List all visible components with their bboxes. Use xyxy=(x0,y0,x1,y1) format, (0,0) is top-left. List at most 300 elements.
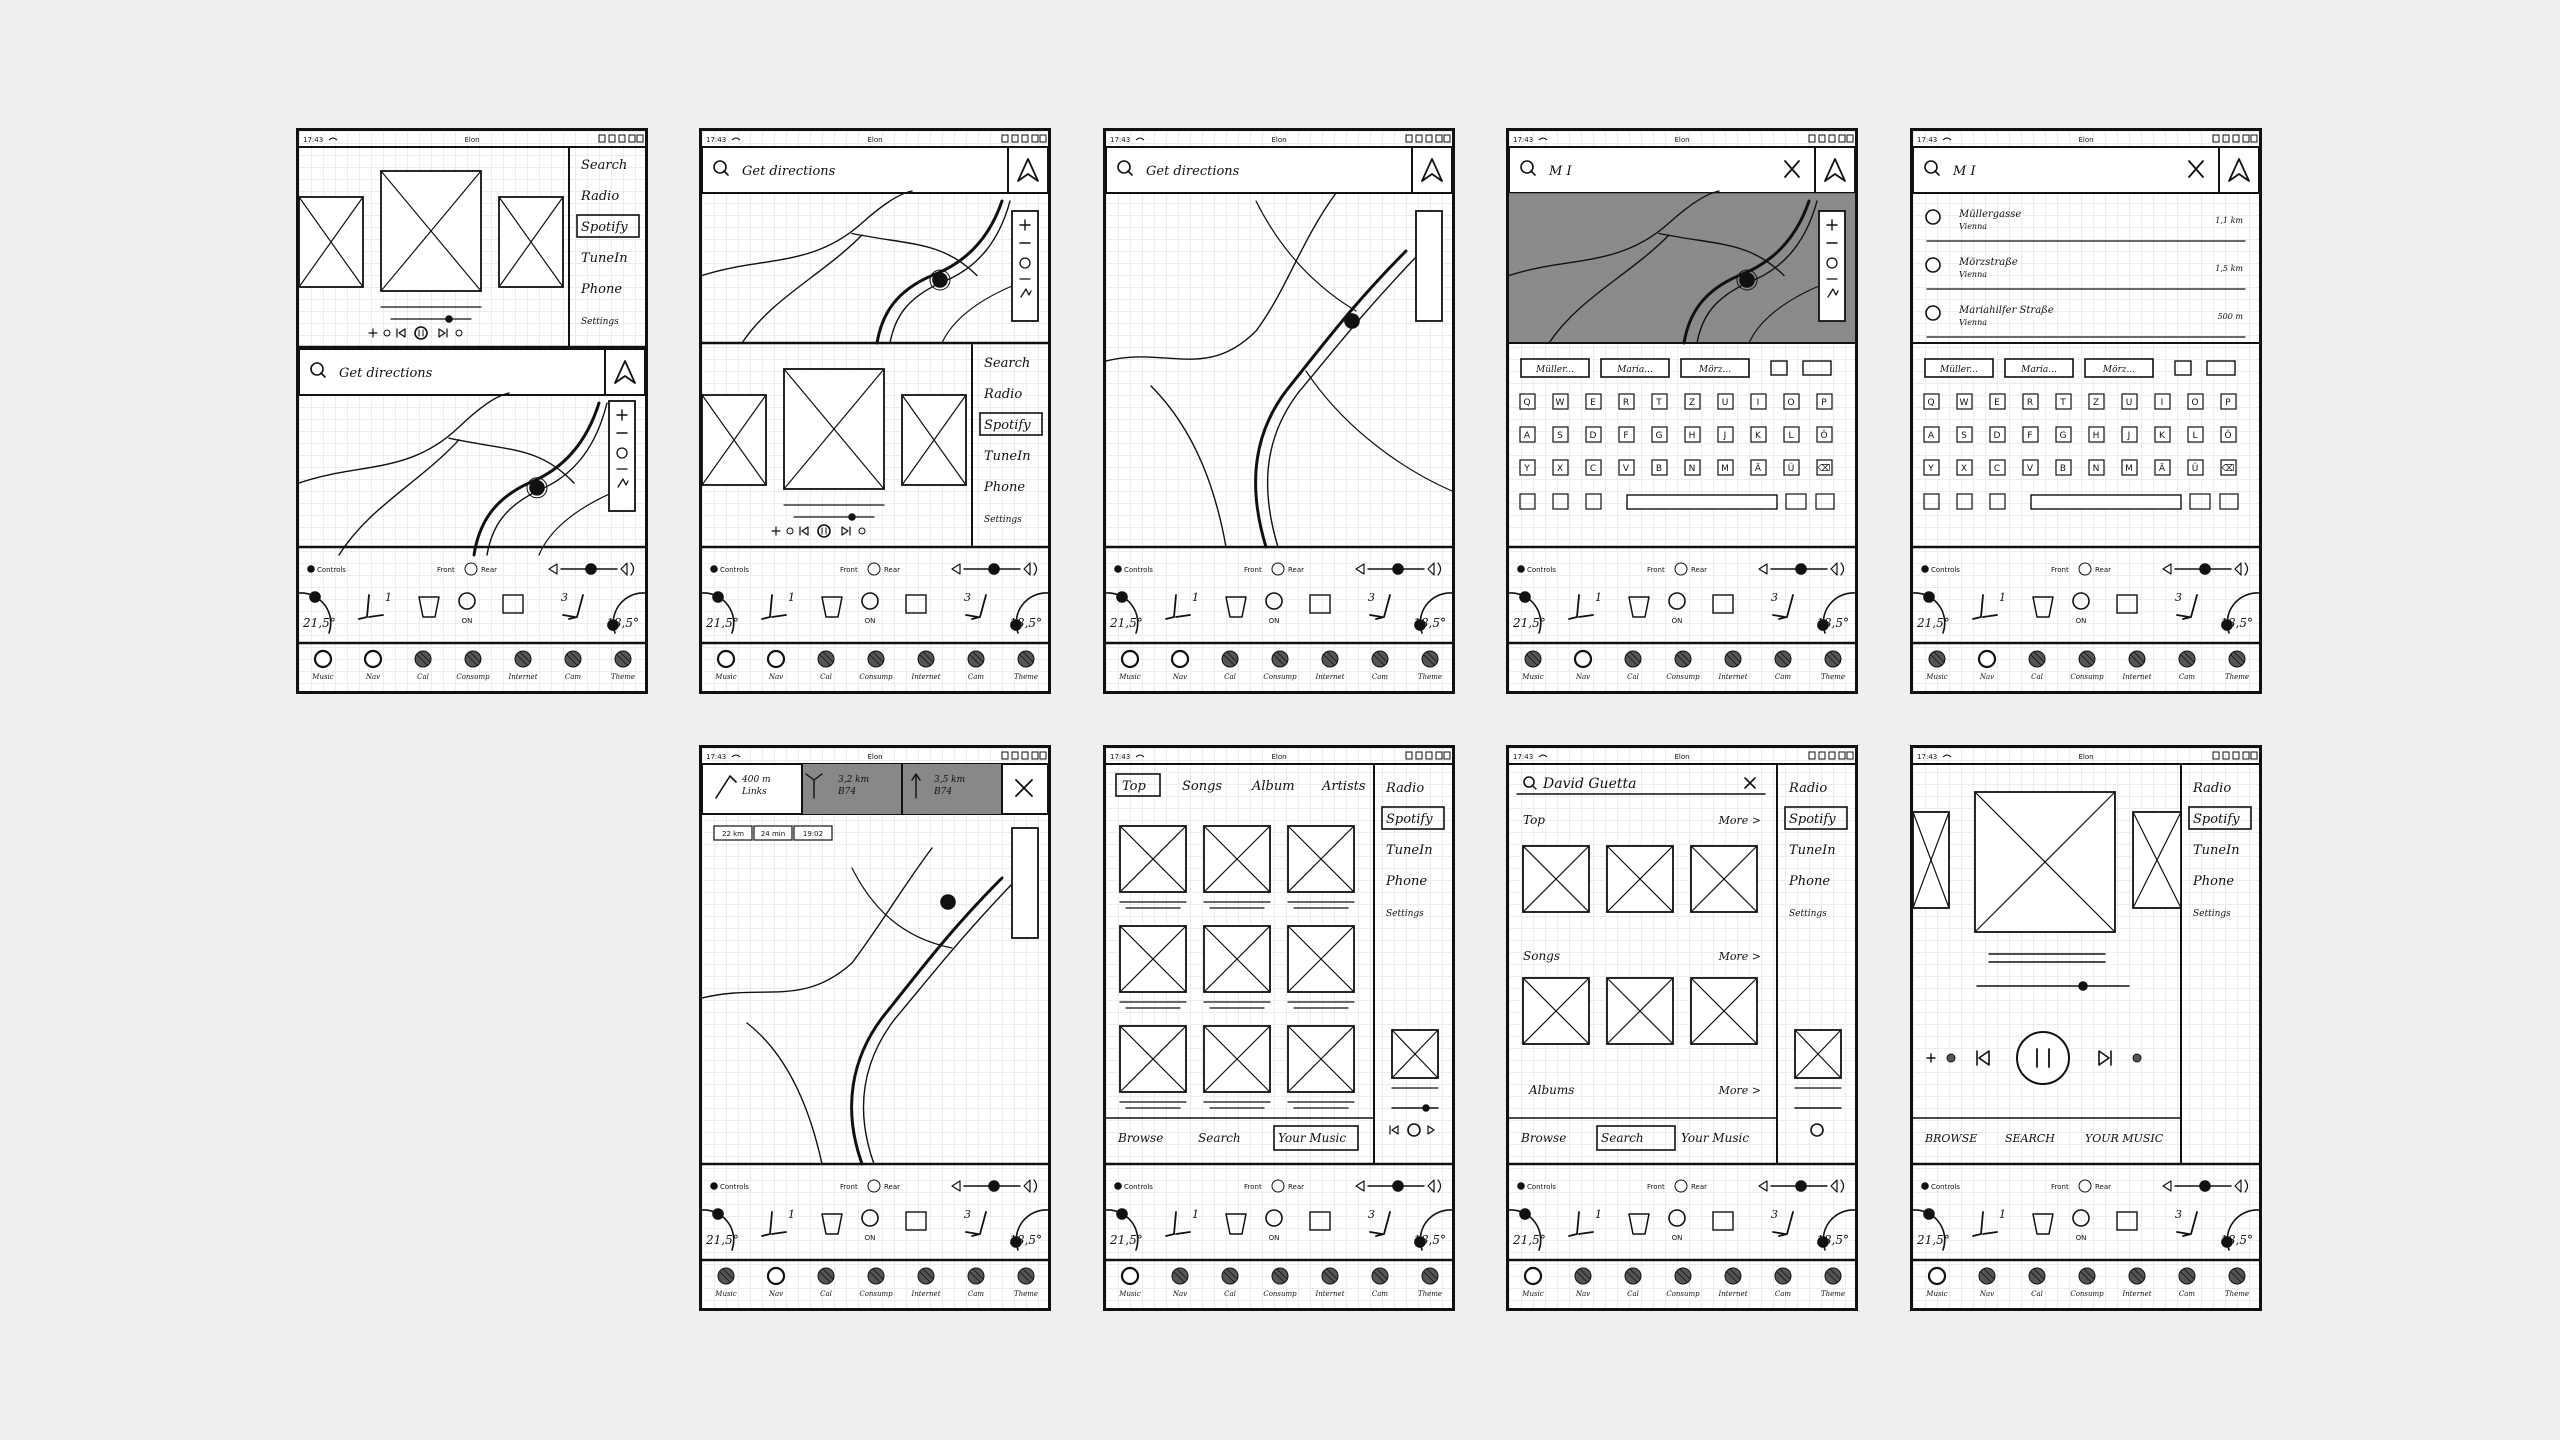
next-icon xyxy=(842,527,850,535)
location-icon xyxy=(629,135,635,142)
pause-icon xyxy=(419,330,423,336)
vehicle-marker xyxy=(1740,273,1754,287)
screen-1-sketch xyxy=(299,131,645,691)
rear-label: Rear xyxy=(2095,566,2112,574)
nav-icon-cal xyxy=(1222,1268,1238,1284)
vehicle-marker xyxy=(941,895,955,909)
controls-label: Controls xyxy=(1527,566,1556,574)
seat-heat-left-icon xyxy=(359,595,383,619)
nav-icon-consump xyxy=(868,651,884,667)
volume-down-icon xyxy=(2163,1181,2171,1191)
zoom-controls xyxy=(1012,828,1038,938)
key-label: C xyxy=(1993,464,2001,474)
key-mic xyxy=(1990,494,2005,509)
status-time: 17:43 xyxy=(706,753,727,761)
key-label: O xyxy=(2191,398,2199,408)
play-pause-button xyxy=(2017,1032,2069,1084)
nav-icon-consump xyxy=(2079,651,2095,667)
nav-icon-cal xyxy=(818,1268,834,1284)
nav-icon-music xyxy=(1929,1268,1945,1284)
key-label: X xyxy=(1556,464,1564,474)
nav-icon-music xyxy=(1525,1268,1541,1284)
suggestion-chip-label: Maria... xyxy=(2021,365,2057,375)
screen-5-sketch xyxy=(1913,131,2259,691)
key-label: I xyxy=(2160,398,2164,408)
controls-label: Controls xyxy=(720,1183,749,1191)
signal-icon xyxy=(1012,752,1018,759)
source-item-settings: Settings xyxy=(1789,909,1827,919)
controls-dot xyxy=(711,566,717,572)
delete-key xyxy=(1803,361,1831,375)
defrost-rear-icon xyxy=(2117,1212,2137,1230)
wireframe-screen-4 xyxy=(1506,128,1858,694)
nav-icon-cal xyxy=(1625,651,1641,667)
key-label: C xyxy=(1589,464,1597,474)
map-road xyxy=(1106,193,1336,361)
nav-label-nav: Nav xyxy=(365,673,381,681)
cast-icon xyxy=(2133,1054,2141,1062)
bluetooth-icon xyxy=(1406,752,1412,759)
temp-right-value: 18,5° xyxy=(2220,616,2253,630)
bluetooth-icon xyxy=(1809,135,1815,142)
more-link: More > xyxy=(1718,814,1761,827)
temp-left-value: 21,5° xyxy=(1917,616,1950,630)
volume-knob xyxy=(1393,1181,1403,1191)
power-label: ON xyxy=(864,1234,876,1242)
nav-icon-internet xyxy=(918,1268,934,1284)
volume-up-icon xyxy=(1831,563,1844,575)
seat-heat-left-icon xyxy=(762,595,786,619)
signal-icon xyxy=(609,135,615,142)
key-label: S xyxy=(1557,431,1563,441)
suggestion-name: Mariahilfer Straße xyxy=(1959,305,2054,316)
key-label: J xyxy=(2127,431,2131,441)
temp-knob-left xyxy=(1924,592,1934,602)
gear-icon xyxy=(619,135,625,142)
defrost-rear-icon xyxy=(906,595,926,613)
temp-knob-left xyxy=(1520,592,1530,602)
status-time: 17:43 xyxy=(706,136,727,144)
map-route xyxy=(474,403,599,555)
key-label: T xyxy=(2060,398,2066,408)
fan-icon xyxy=(1272,563,1284,575)
location-icon xyxy=(1839,752,1845,759)
chip-icon xyxy=(2175,361,2191,375)
suggestion-distance: 1,1 km xyxy=(2215,216,2243,225)
spotify-tab-artists: Artists xyxy=(1322,779,1366,794)
nav-label-internet: Internet xyxy=(911,1290,941,1298)
nav-icon-cam xyxy=(968,651,984,667)
status-time: 17:43 xyxy=(1917,136,1938,144)
nav-icon-nav xyxy=(365,651,381,667)
suggestion-chip-label: Mörz... xyxy=(1698,365,1732,375)
key-label: R xyxy=(1622,398,1630,408)
prev-icon xyxy=(800,527,808,535)
temp-right-value: 18,5° xyxy=(1816,616,1849,630)
map-road xyxy=(702,191,912,276)
defrost-rear-icon xyxy=(503,595,523,613)
status-user: Elon xyxy=(464,136,480,144)
defrost-rear-icon xyxy=(906,1212,926,1230)
front-label: Front xyxy=(1647,566,1665,574)
source-item-spotify: Spotify xyxy=(984,418,1031,433)
progress-knob xyxy=(1423,1105,1429,1111)
location-icon xyxy=(1032,752,1038,759)
gear-icon xyxy=(1022,752,1028,759)
gear-icon xyxy=(1829,135,1835,142)
spotify-tab-album: Album xyxy=(1252,779,1295,794)
nav-label-internet: Internet xyxy=(508,673,538,681)
bluetooth-icon xyxy=(1809,752,1815,759)
wifi-icon xyxy=(1136,755,1144,757)
source-item-radio: Radio xyxy=(1386,781,1425,796)
key-label: Q xyxy=(1927,398,1935,408)
key-label: A xyxy=(1927,431,1935,441)
key-label: P xyxy=(1821,398,1827,408)
volume-down-icon xyxy=(952,1181,960,1191)
step1-distance: 400 m xyxy=(742,775,771,785)
key-label: Y xyxy=(1928,464,1934,474)
zoom-controls xyxy=(1416,211,1442,321)
key-label: Y xyxy=(1524,464,1530,474)
controls-dot xyxy=(1518,1183,1524,1189)
key-label: U xyxy=(2125,398,2133,408)
vehicle-marker xyxy=(530,481,544,495)
seat-heat-left-icon xyxy=(1973,1212,1997,1236)
seat-level: 3 xyxy=(964,591,971,604)
fan-icon xyxy=(1272,1180,1284,1192)
bluetooth-icon xyxy=(2213,752,2219,759)
wifi-icon xyxy=(1943,755,1951,757)
source-item-spotify: Spotify xyxy=(2193,812,2240,827)
controls-dot xyxy=(308,566,314,572)
nav-label-music: Music xyxy=(312,673,334,681)
defrost-front-icon xyxy=(2033,1214,2053,1234)
search-icon-handle xyxy=(1533,786,1536,789)
location-icon xyxy=(1436,135,1442,142)
source-item-phone: Phone xyxy=(1789,874,1831,889)
controls-label: Controls xyxy=(1124,566,1153,574)
nav-icon-music xyxy=(718,651,734,667)
source-item-tunein: TuneIn xyxy=(1386,843,1433,858)
search-icon xyxy=(1524,777,1534,787)
nav-label-nav: Nav xyxy=(1172,673,1188,681)
add-icon xyxy=(772,527,780,535)
nav-label-theme: Theme xyxy=(1417,673,1443,681)
nav-icon-cam xyxy=(2179,651,2195,667)
map-road xyxy=(1256,201,1356,311)
source-item-search: Search xyxy=(581,158,628,173)
battery-icon xyxy=(1040,135,1046,142)
rear-label: Rear xyxy=(1691,1183,1708,1191)
nav-label-cam: Cam xyxy=(967,673,985,681)
nav-icon-cam xyxy=(2179,1268,2195,1284)
volume-up-icon xyxy=(2235,1180,2248,1192)
map-road xyxy=(942,286,1012,343)
controls-label: Controls xyxy=(1527,1183,1556,1191)
power-icon xyxy=(2073,1210,2089,1226)
nav-label-internet: Internet xyxy=(2122,1290,2152,1298)
signal-icon xyxy=(2223,752,2229,759)
nav-label-internet: Internet xyxy=(1315,1290,1345,1298)
nav-icon-cam xyxy=(1372,651,1388,667)
seat-level: 3 xyxy=(1368,591,1375,604)
step2-distance: 3,2 km xyxy=(838,775,870,785)
source-item-settings: Settings xyxy=(2193,909,2231,919)
controls-label: Controls xyxy=(720,566,749,574)
search-input-text: Get directions xyxy=(742,164,836,179)
power-label: ON xyxy=(1268,617,1280,625)
temp-left-value: 21,5° xyxy=(1110,616,1143,630)
volume-knob xyxy=(586,564,596,574)
nav-label-cam: Cam xyxy=(967,1290,985,1298)
key-label: Q xyxy=(1523,398,1531,408)
key-label: Ü xyxy=(1787,464,1795,474)
nav-icon-cam xyxy=(1372,1268,1388,1284)
controls-label: Controls xyxy=(1124,1183,1153,1191)
battery-icon xyxy=(1444,135,1450,142)
nav-icon-nav xyxy=(1979,1268,1995,1284)
fan-icon xyxy=(1675,1180,1687,1192)
key-label: W xyxy=(1959,398,1969,408)
source-item-settings: Settings xyxy=(1386,909,1424,919)
nav-icon-nav xyxy=(768,651,784,667)
power-label: ON xyxy=(864,617,876,625)
source-item-search: Search xyxy=(984,356,1031,371)
volume-up-icon xyxy=(1024,563,1037,575)
pause-button xyxy=(818,525,830,537)
volume-down-icon xyxy=(952,564,960,574)
volume-up-icon xyxy=(621,563,634,575)
temp-left-value: 21,5° xyxy=(706,1233,739,1247)
nav-label-music: Music xyxy=(1119,1290,1141,1298)
suggestion-chip-label: Maria... xyxy=(1617,365,1653,375)
source-item-settings: Settings xyxy=(984,515,1022,525)
nav-label-nav: Nav xyxy=(768,673,784,681)
volume-down-icon xyxy=(2163,564,2171,574)
fan-icon xyxy=(2079,1180,2091,1192)
map-road xyxy=(742,235,862,343)
status-user: Elon xyxy=(2078,136,2094,144)
temp-knob-left xyxy=(713,592,723,602)
power-icon xyxy=(1669,593,1685,609)
nav-icon-theme xyxy=(2229,1268,2245,1284)
status-user: Elon xyxy=(1271,753,1287,761)
map-road xyxy=(702,848,932,998)
defrost-front-icon xyxy=(822,597,842,617)
status-time: 17:43 xyxy=(1110,753,1131,761)
nav-icon-consump xyxy=(1272,651,1288,667)
key-label: R xyxy=(2026,398,2034,408)
wifi-icon xyxy=(732,755,740,757)
next-icon xyxy=(2099,1051,2111,1065)
wifi-icon xyxy=(1943,138,1951,140)
gear-icon xyxy=(1426,752,1432,759)
gear-icon xyxy=(1829,752,1835,759)
map-road xyxy=(1306,371,1452,491)
vehicle-marker xyxy=(1345,314,1359,328)
key-label: O xyxy=(1787,398,1795,408)
nav-label-music: Music xyxy=(1522,673,1544,681)
key-label: M xyxy=(2125,464,2133,474)
bluetooth-icon xyxy=(1406,135,1412,142)
nav-label-theme: Theme xyxy=(2224,673,2250,681)
seat-level: 3 xyxy=(1771,1208,1778,1221)
search-input-text: M I xyxy=(1953,164,1976,179)
pause-button xyxy=(415,327,427,339)
location-icon xyxy=(1839,135,1845,142)
spacebar xyxy=(1627,495,1777,509)
pause-button xyxy=(1408,1124,1420,1136)
key-numbers xyxy=(1786,494,1806,509)
controls-label: Controls xyxy=(317,566,346,574)
progress-knob xyxy=(446,316,452,322)
nav-label-nav: Nav xyxy=(1575,1290,1591,1298)
nav-icon-consump xyxy=(868,1268,884,1284)
source-item-tunein: TuneIn xyxy=(2193,843,2240,858)
map-road xyxy=(747,1023,822,1164)
eta-value: 22 km xyxy=(721,830,745,838)
map-route xyxy=(852,878,1002,1164)
volume-up-icon xyxy=(1024,1180,1037,1192)
section-songs: Songs xyxy=(1523,949,1561,963)
power-icon xyxy=(1669,1210,1685,1226)
gear-icon xyxy=(1022,135,1028,142)
status-time: 17:43 xyxy=(1110,136,1131,144)
defrost-front-icon xyxy=(2033,597,2053,617)
key-enter xyxy=(1816,494,1834,509)
status-user: Elon xyxy=(2078,753,2094,761)
nav-icon-consump xyxy=(2079,1268,2095,1284)
fan-level: 1 xyxy=(788,591,795,604)
nav-icon-cal xyxy=(1625,1268,1641,1284)
volume-down-icon xyxy=(1759,1181,1767,1191)
seat-heat-left-icon xyxy=(1973,595,1997,619)
temp-right-value: 18,5° xyxy=(606,616,639,630)
temp-knob-left xyxy=(713,1209,723,1219)
spotify-bottom-caps-0: BROWSE xyxy=(1925,1132,1978,1145)
temp-right-value: 18,5° xyxy=(1413,616,1446,630)
nav-label-consump: Consump xyxy=(859,673,893,681)
battery-icon xyxy=(1847,135,1853,142)
map-road xyxy=(852,868,952,948)
map-road xyxy=(852,234,977,276)
source-item-radio: Radio xyxy=(2193,781,2232,796)
map-route-edge xyxy=(864,884,1012,1164)
source-item-spotify: Spotify xyxy=(1386,812,1433,827)
key-label: Ä xyxy=(1754,464,1762,474)
nav-icon-cal xyxy=(1222,651,1238,667)
nav-label-cal: Cal xyxy=(417,673,429,681)
nav-label-music: Music xyxy=(1119,673,1141,681)
key-label: N xyxy=(2092,464,2100,474)
temp-right-value: 18,5° xyxy=(2220,1233,2253,1247)
nav-label-nav: Nav xyxy=(1172,1290,1188,1298)
status-time: 17:43 xyxy=(303,136,324,144)
nav-icon-internet xyxy=(515,651,531,667)
like-icon xyxy=(1947,1054,1955,1062)
front-label: Front xyxy=(437,566,455,574)
more-link: More > xyxy=(1718,1084,1761,1097)
signal-icon xyxy=(1416,135,1422,142)
key-label: T xyxy=(1656,398,1662,408)
seat-level: 3 xyxy=(1368,1208,1375,1221)
nav-icon-nav xyxy=(1979,651,1995,667)
screen-2-sketch xyxy=(702,131,1048,691)
volume-knob xyxy=(1796,564,1806,574)
nav-label-theme: Theme xyxy=(1820,673,1846,681)
add-icon xyxy=(1927,1054,1935,1062)
spotify-bottom-1: Search xyxy=(1601,1131,1644,1145)
signal-icon xyxy=(1819,135,1825,142)
source-item-phone: Phone xyxy=(2193,874,2235,889)
key-label: Ä xyxy=(2158,464,2166,474)
nav-icon-music xyxy=(1929,651,1945,667)
nav-label-cal: Cal xyxy=(1224,1290,1236,1298)
wireframe-screen-9 xyxy=(1910,745,2262,1311)
location-icon xyxy=(1436,752,1442,759)
rear-label: Rear xyxy=(884,566,901,574)
status-user: Elon xyxy=(1674,136,1690,144)
fan-icon xyxy=(465,563,477,575)
bluetooth-icon xyxy=(599,135,605,142)
nav-icon-music xyxy=(718,1268,734,1284)
prev-icon xyxy=(1977,1051,1989,1065)
pause-button xyxy=(1811,1124,1823,1136)
add-icon xyxy=(369,329,377,337)
volume-up-icon xyxy=(2235,563,2248,575)
nav-icon-internet xyxy=(2129,1268,2145,1284)
nav-label-music: Music xyxy=(1522,1290,1544,1298)
fan-level: 1 xyxy=(385,591,392,604)
power-label: ON xyxy=(1671,1234,1683,1242)
nav-label-consump: Consump xyxy=(1263,1290,1297,1298)
rear-label: Rear xyxy=(1691,566,1708,574)
key-label: V xyxy=(1622,464,1630,474)
source-item-phone: Phone xyxy=(1386,874,1428,889)
nav-icon-internet xyxy=(2129,651,2145,667)
signal-icon xyxy=(1012,135,1018,142)
key-label: M xyxy=(1721,464,1729,474)
seat-level: 3 xyxy=(2175,1208,2182,1221)
nav-icon-cal xyxy=(415,651,431,667)
nav-icon-nav xyxy=(1575,1268,1591,1284)
defrost-rear-icon xyxy=(1310,1212,1330,1230)
temp-knob-left xyxy=(1924,1209,1934,1219)
nav-icon-consump xyxy=(465,651,481,667)
key-label: Ö xyxy=(2224,431,2232,441)
volume-up-icon xyxy=(1831,1180,1844,1192)
bluetooth-icon xyxy=(1002,752,1008,759)
power-icon xyxy=(862,1210,878,1226)
battery-icon xyxy=(1847,752,1853,759)
vehicle-marker xyxy=(933,273,947,287)
battery-icon xyxy=(2251,752,2257,759)
source-item-phone: Phone xyxy=(984,480,1026,495)
nav-icon-internet xyxy=(1322,1268,1338,1284)
fan-level: 1 xyxy=(1999,1208,2006,1221)
key-label: F xyxy=(2027,431,2033,441)
source-item-settings: Settings xyxy=(581,317,619,327)
nav-label-theme: Theme xyxy=(2224,1290,2250,1298)
fan-icon xyxy=(2079,563,2091,575)
spacebar xyxy=(2031,495,2181,509)
spotify-tab-top: Top xyxy=(1122,779,1146,794)
search-input-text: Get directions xyxy=(339,366,433,381)
prev-icon xyxy=(1390,1126,1398,1134)
fan-level: 1 xyxy=(1192,1208,1199,1221)
nav-label-cam: Cam xyxy=(1774,1290,1792,1298)
